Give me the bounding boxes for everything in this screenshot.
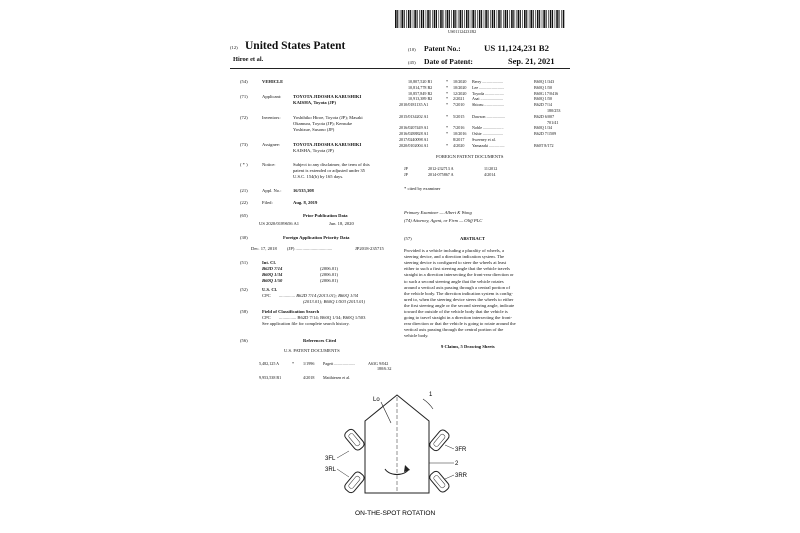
barcode-bar bbox=[546, 10, 547, 28]
code-30: (30) bbox=[240, 235, 248, 240]
code-72: (72) bbox=[240, 115, 248, 120]
foreign-priority-number: JP2018-235715 bbox=[355, 246, 384, 251]
barcode-bar bbox=[479, 10, 481, 28]
field-search-line2: See application file for complete search history. bbox=[262, 321, 350, 326]
barcode-bar bbox=[423, 10, 424, 28]
barcode-bar bbox=[453, 10, 455, 28]
date-label: Date of Patent: bbox=[424, 57, 473, 66]
ref-class: B60Q 1/343 bbox=[534, 79, 555, 84]
foreign-number: 2014-075867 A bbox=[428, 172, 454, 177]
ref-name: Matthiesen et al. bbox=[323, 375, 351, 380]
abstract-line: either to such a first steering angle that the vehicle travels bbox=[404, 266, 510, 272]
us-cl-line2: (2013.01); B60Q 1/503 (2013.01) bbox=[303, 299, 366, 304]
ref-name: Yamazaki ............... bbox=[472, 142, 505, 148]
code-21: (21) bbox=[240, 188, 248, 193]
ref-number: 2016/0288828 A1 bbox=[399, 131, 429, 137]
ref-mark: * bbox=[446, 142, 449, 148]
barcode-bar bbox=[468, 10, 469, 28]
ref-name: Oshie .................... bbox=[472, 131, 504, 137]
barcode-bar bbox=[464, 10, 465, 28]
ref-number: 2016/0207449 A1 bbox=[399, 125, 429, 131]
attorney: (74) Attorney, Agent, or Firm — Oliff PLC bbox=[404, 218, 483, 223]
field-search-heading: Field of Classification Search bbox=[262, 309, 320, 314]
code-52: (52) bbox=[240, 287, 248, 292]
barcode-bar bbox=[552, 10, 553, 28]
barcode-bar bbox=[539, 10, 540, 28]
code-58: (58) bbox=[240, 309, 248, 314]
references-heading: References Cited bbox=[303, 338, 337, 343]
barcode-bar bbox=[507, 10, 508, 28]
abstract-heading: ABSTRACT bbox=[460, 236, 486, 241]
barcode-bar bbox=[462, 10, 463, 28]
ref-class: B60T 8/172 bbox=[534, 142, 554, 148]
claims-summary: 9 Claims, 5 Drawing Sheets bbox=[441, 344, 495, 349]
vehicle-diagram bbox=[305, 385, 490, 525]
foreign-priority-heading: Foreign Application Priority Data bbox=[283, 235, 350, 240]
barcode-bar bbox=[449, 10, 450, 28]
barcode-bar bbox=[533, 10, 534, 28]
ref-3fr-label: 3FR bbox=[455, 447, 467, 453]
ref-number: 9,953,538 B1 bbox=[259, 375, 282, 380]
barcode-bar bbox=[432, 10, 433, 28]
barcode-bar bbox=[401, 10, 403, 28]
ref-date: 12/2020 bbox=[453, 90, 467, 96]
barcode-bar bbox=[550, 10, 552, 28]
ref-class: B60Q 1/50 bbox=[534, 96, 553, 102]
notice-label: Notice: bbox=[262, 162, 276, 167]
ref-class: B60Q 1/50 bbox=[534, 84, 553, 90]
barcode-bar bbox=[516, 10, 517, 28]
code-51: (51) bbox=[240, 260, 248, 265]
ref-class: A63G 9/042 bbox=[368, 361, 389, 366]
abstract-line: straight in a direction intersecting the front-rear direction or bbox=[404, 272, 514, 278]
figure-caption: ON-THE-SPOT ROTATION bbox=[355, 510, 436, 517]
barcode-bar bbox=[404, 10, 405, 28]
drawing-figure bbox=[305, 385, 490, 530]
us-patent-docs-heading: U.S. PATENT DOCUMENTS bbox=[284, 348, 340, 353]
ref-date: 7/2016 bbox=[453, 125, 465, 131]
wheel-front-left bbox=[343, 428, 366, 452]
barcode-bar bbox=[421, 10, 423, 28]
abstract-line: around a vertical axis passing through a central portion of bbox=[404, 284, 511, 290]
ref-class2: 180/6.32 bbox=[377, 366, 392, 371]
ref-date: 1/1996 bbox=[303, 361, 315, 366]
ref-number: 10,807,520 B1 bbox=[408, 79, 433, 84]
ref-mark: * bbox=[446, 125, 449, 131]
patent-type-title: United States Patent bbox=[245, 40, 346, 52]
barcode-bar bbox=[505, 10, 507, 28]
ref-class: B62D 7/14 bbox=[534, 102, 553, 108]
abstract-line: the vehicle body. The direction indication system is config- bbox=[404, 290, 513, 296]
foreign-priority-date: Dec. 17, 2018 bbox=[251, 246, 277, 251]
ref-number: 10,857,849 B2 bbox=[408, 90, 433, 96]
code-12: (12) bbox=[230, 45, 238, 50]
ref-name: Lee ........................ bbox=[472, 84, 504, 90]
barcode-bar bbox=[500, 10, 501, 28]
barcode-bar bbox=[520, 10, 521, 28]
ref-number: 10,814,778 B2 bbox=[408, 84, 433, 90]
foreign-country: JP bbox=[404, 166, 408, 171]
barcode-bar bbox=[410, 10, 411, 28]
barcode-bar bbox=[458, 10, 459, 28]
abstract-line: toward the outside of the vehicle body that the vehicle is bbox=[404, 309, 508, 314]
ref-number: 2015/0134202 A1 bbox=[399, 113, 429, 119]
barcode-bar bbox=[447, 10, 449, 28]
barcode-bar bbox=[460, 10, 462, 28]
ref-lo-label: Lo bbox=[373, 397, 380, 403]
barcode-bar bbox=[530, 10, 532, 28]
barcode-bar bbox=[529, 10, 530, 28]
ref-1-leader bbox=[423, 399, 433, 409]
barcode-bar bbox=[509, 10, 510, 28]
barcode bbox=[395, 10, 565, 28]
ref-mark: * bbox=[446, 113, 449, 119]
ref-number: 2010/0181135 A1 bbox=[399, 102, 429, 108]
ref-date: 10/2020 bbox=[453, 84, 467, 90]
ref-number: 2017/0240098 A1 bbox=[399, 137, 429, 142]
abstract-line: vehicle body. bbox=[404, 333, 429, 339]
barcode-bar bbox=[413, 10, 414, 28]
code-71: (71) bbox=[240, 94, 248, 99]
appl-no-label: Appl. No.: bbox=[262, 188, 282, 193]
header-rule bbox=[230, 68, 570, 69]
ref-mark: * bbox=[292, 361, 295, 366]
wheel-front-right bbox=[428, 428, 451, 452]
ref-number: 10,913,389 B2 bbox=[408, 96, 433, 102]
barcode-bar bbox=[563, 10, 565, 28]
ref-3fl-label: 3FL bbox=[325, 456, 336, 462]
ref-3rr-leader bbox=[445, 475, 454, 479]
ref-name: Shiozu ................... bbox=[472, 102, 504, 108]
code-notice: ( * ) bbox=[240, 162, 248, 167]
barcode-bar bbox=[439, 10, 440, 28]
ref-3rl-leader bbox=[337, 469, 349, 477]
barcode-bar bbox=[419, 10, 420, 28]
assignee-label: Assignee: bbox=[262, 142, 281, 147]
ref-name: Pagett .................... bbox=[323, 361, 355, 366]
applicant-line1: TOYOTA JIDOSHA KABUSHIKI bbox=[293, 94, 362, 99]
code-22: (22) bbox=[240, 200, 248, 205]
barcode-bars bbox=[395, 10, 565, 28]
abstract-line: ured to, when the steering device steers the wheels to either bbox=[404, 296, 514, 302]
ref-2-label: 2 bbox=[455, 461, 459, 467]
ref-name: Dawson .................. bbox=[472, 113, 505, 119]
barcode-bar bbox=[511, 10, 513, 28]
ref-date: 8/2017 bbox=[453, 137, 465, 142]
ref-mark: * bbox=[446, 90, 449, 96]
barcode-bar bbox=[494, 10, 495, 28]
foreign-date: 11/2012 bbox=[484, 166, 498, 171]
barcode-bar bbox=[561, 10, 562, 28]
barcode-bar bbox=[427, 10, 429, 28]
barcode-bar bbox=[537, 10, 539, 28]
int-cl-class: B60Q 1/50 bbox=[262, 278, 283, 283]
barcode-bar bbox=[477, 10, 478, 28]
int-cl-version: (2006.01) bbox=[320, 266, 338, 271]
barcode-bar bbox=[518, 10, 520, 28]
primary-examiner: Primary Examiner — Albert K Wong bbox=[404, 210, 472, 215]
barcode-bar bbox=[488, 10, 489, 28]
barcode-number: US011124231B2 bbox=[448, 29, 477, 34]
int-cl-heading: Int. Cl. bbox=[262, 260, 276, 265]
ref-date: 5/2015 bbox=[453, 113, 465, 119]
barcode-bar bbox=[397, 10, 398, 28]
abstract-line: vertical axis passing through the central portion of the bbox=[404, 327, 504, 333]
barcode-bar bbox=[451, 10, 452, 28]
wheel-rear-left bbox=[343, 470, 366, 494]
barcode-bar bbox=[406, 10, 407, 28]
notice-line3: U.S.C. 154(b) by 165 days. bbox=[293, 174, 344, 179]
barcode-bar bbox=[497, 10, 498, 28]
applicant-label: Applicant: bbox=[262, 94, 282, 99]
foreign-date: 4/2014 bbox=[484, 172, 496, 177]
ref-number: 5,482,125 A bbox=[259, 361, 280, 366]
ref-name: Berry .................... bbox=[472, 79, 503, 84]
abstract-line: steering device, and a direction indication system. The bbox=[404, 254, 505, 260]
filed-value: Aug. 8, 2019 bbox=[293, 200, 318, 205]
barcode-bar bbox=[466, 10, 468, 28]
barcode-bar bbox=[535, 10, 536, 28]
ref-mark: * bbox=[446, 102, 449, 108]
ref-date: 7/2010 bbox=[453, 102, 465, 108]
code-73: (73) bbox=[240, 142, 248, 147]
barcode-bar bbox=[414, 10, 416, 28]
barcode-bar bbox=[558, 10, 559, 28]
foreign-priority-country: (JP) ................................ bbox=[287, 246, 333, 251]
ref-mark: * bbox=[446, 131, 449, 137]
barcode-bar bbox=[526, 10, 527, 28]
patent-date: Sep. 21, 2021 bbox=[508, 57, 555, 66]
patent-number: US 11,124,231 B2 bbox=[484, 43, 550, 53]
prior-pub-heading: Prior Publication Data bbox=[303, 213, 348, 218]
barcode-bar bbox=[429, 10, 430, 28]
barcode-bar bbox=[417, 10, 418, 28]
ref-3fr-leader bbox=[445, 445, 454, 449]
us-cl-heading: U.S. Cl. bbox=[262, 287, 278, 292]
code-54: (54) bbox=[240, 79, 248, 84]
barcode-bar bbox=[434, 10, 436, 28]
barcode-bar bbox=[492, 10, 494, 28]
field-search-line1: ............... B62D 7/14; B60Q 1/34; B60Q 1/503 bbox=[279, 315, 366, 320]
inventors-line1: Yoshihiko Hiroe, Toyota (JP); Masaki bbox=[293, 115, 363, 120]
notice-line1: Subject to any disclaimer, the term of this bbox=[293, 162, 370, 167]
appl-no-value: 16/535,308 bbox=[293, 188, 314, 193]
ref-class: B62D 7/1509 bbox=[534, 131, 557, 137]
barcode-bar bbox=[445, 10, 446, 28]
barcode-bar bbox=[485, 10, 487, 28]
barcode-bar bbox=[503, 10, 504, 28]
barcode-bar bbox=[548, 10, 549, 28]
ref-date: 4/2020 bbox=[453, 142, 465, 148]
inventor-short: Hiroe et al. bbox=[233, 56, 264, 63]
barcode-bar bbox=[426, 10, 427, 28]
barcode-bar bbox=[555, 10, 556, 28]
barcode-bar bbox=[522, 10, 523, 28]
abstract-line: to such a second steering angle that the vehicle rotates bbox=[404, 278, 504, 284]
barcode-bar bbox=[408, 10, 410, 28]
assignee-line1: TOYOTA JIDOSHA KABUSHIKI bbox=[293, 142, 362, 147]
notice-line2: patent is extended or adjusted under 35 bbox=[293, 168, 365, 173]
ref-name: Noble .................... bbox=[472, 125, 504, 131]
ref-date: 4/2018 bbox=[303, 375, 315, 380]
code-45: (45) bbox=[408, 60, 416, 65]
ref-number: 2020/0102004 A1 bbox=[399, 142, 429, 148]
prior-pub-date: Jun. 18, 2020 bbox=[329, 221, 354, 226]
int-cl-class: B60Q 1/34 bbox=[262, 272, 283, 277]
ref-class: 701/41 bbox=[547, 119, 559, 125]
barcode-bar bbox=[436, 10, 437, 28]
applicant-line2: KAISHA, Toyota (JP) bbox=[293, 100, 337, 105]
barcode-bar bbox=[442, 10, 443, 28]
ref-class: B60G 17/0416 bbox=[534, 90, 559, 96]
filed-label: Filed: bbox=[262, 200, 273, 205]
ref-class: 180/253 bbox=[547, 108, 561, 113]
abstract-line: Provided is a vehicle including a plurality of wheels, a bbox=[404, 248, 505, 253]
code-57: (57) bbox=[404, 236, 412, 241]
ref-date: 2/2021 bbox=[453, 96, 465, 102]
field-search-label: CPC bbox=[262, 315, 271, 320]
cited-note: * cited by examiner bbox=[404, 186, 441, 191]
abstract-line: rear direction or that the vehicle is going to rotate around the bbox=[404, 321, 516, 327]
ref-1-label: 1 bbox=[429, 392, 433, 398]
int-cl-version: (2006.01) bbox=[320, 272, 338, 277]
ref-class: B62D 6/007 bbox=[534, 113, 555, 119]
int-cl-version: (2006.01) bbox=[320, 278, 338, 283]
title-text: VEHICLE bbox=[262, 79, 284, 84]
us-cl-label: CPC bbox=[262, 293, 271, 298]
foreign-country: JP bbox=[404, 172, 408, 177]
inventors-line2: Okamura, Toyota (JP); Kensuke bbox=[293, 121, 353, 126]
barcode-bar bbox=[513, 10, 514, 28]
barcode-bar bbox=[471, 10, 472, 28]
barcode-bar bbox=[490, 10, 491, 28]
barcode-bar bbox=[395, 10, 397, 28]
barcode-bar bbox=[542, 10, 543, 28]
ref-mark: * bbox=[446, 84, 449, 90]
abstract-line: steering device is configured to steer the wheels at least bbox=[404, 260, 507, 266]
code-56: (56) bbox=[240, 338, 248, 343]
barcode-bar bbox=[440, 10, 442, 28]
int-cl-class: B62D 7/14 bbox=[262, 266, 283, 271]
ref-class: B60Q 1/34 bbox=[534, 125, 553, 131]
barcode-bar bbox=[481, 10, 482, 28]
us-cl-line1: .............. B62D 7/14 (2013.01); B60Q 1/34 bbox=[279, 293, 359, 298]
abstract-line: the first steering angle or the second steering angle, indicate bbox=[404, 302, 515, 308]
wheel-rear-right bbox=[428, 470, 451, 494]
barcode-bar bbox=[524, 10, 526, 28]
barcode-bar bbox=[556, 10, 558, 28]
ref-3fl-leader bbox=[337, 451, 349, 458]
barcode-bar bbox=[498, 10, 500, 28]
ref-name: Asai ...................... bbox=[472, 96, 504, 102]
ref-3rr-label: 3RR bbox=[455, 473, 468, 479]
ref-date: 10/2016 bbox=[453, 131, 467, 137]
barcode-bar bbox=[472, 10, 474, 28]
assignee-line2: KAISHA, Toyota (JP) bbox=[293, 148, 334, 153]
barcode-bar bbox=[455, 10, 456, 28]
patent-no-label: Patent No.: bbox=[424, 44, 461, 53]
abstract-line: going to travel straight in a direction intersecting the front- bbox=[404, 315, 513, 321]
ref-3rl-label: 3RL bbox=[325, 467, 337, 473]
inventors-line3: Yoshizue, Susono (JP) bbox=[293, 127, 335, 132]
inventors-label: Inventors: bbox=[262, 115, 281, 120]
barcode-bar bbox=[400, 10, 401, 28]
ref-name: Toyoda .................. bbox=[472, 90, 504, 96]
barcode-bar bbox=[484, 10, 485, 28]
code-65: (65) bbox=[240, 213, 248, 218]
ref-lo-leader bbox=[381, 402, 391, 423]
ref-date: 10/2020 bbox=[453, 79, 467, 84]
foreign-number: 2012-232713 A bbox=[428, 166, 454, 171]
rotation-arrowhead bbox=[404, 465, 410, 472]
foreign-docs-heading: FOREIGN PATENT DOCUMENTS bbox=[436, 154, 504, 159]
code-10: (10) bbox=[408, 47, 416, 52]
barcode-bar bbox=[543, 10, 545, 28]
ref-mark: * bbox=[446, 79, 449, 84]
ref-name: Sweeney et al. bbox=[472, 137, 496, 142]
ref-mark: * bbox=[446, 96, 449, 102]
barcode-bar bbox=[475, 10, 476, 28]
prior-pub-number: US 2020/0189656 A1 bbox=[259, 221, 300, 226]
